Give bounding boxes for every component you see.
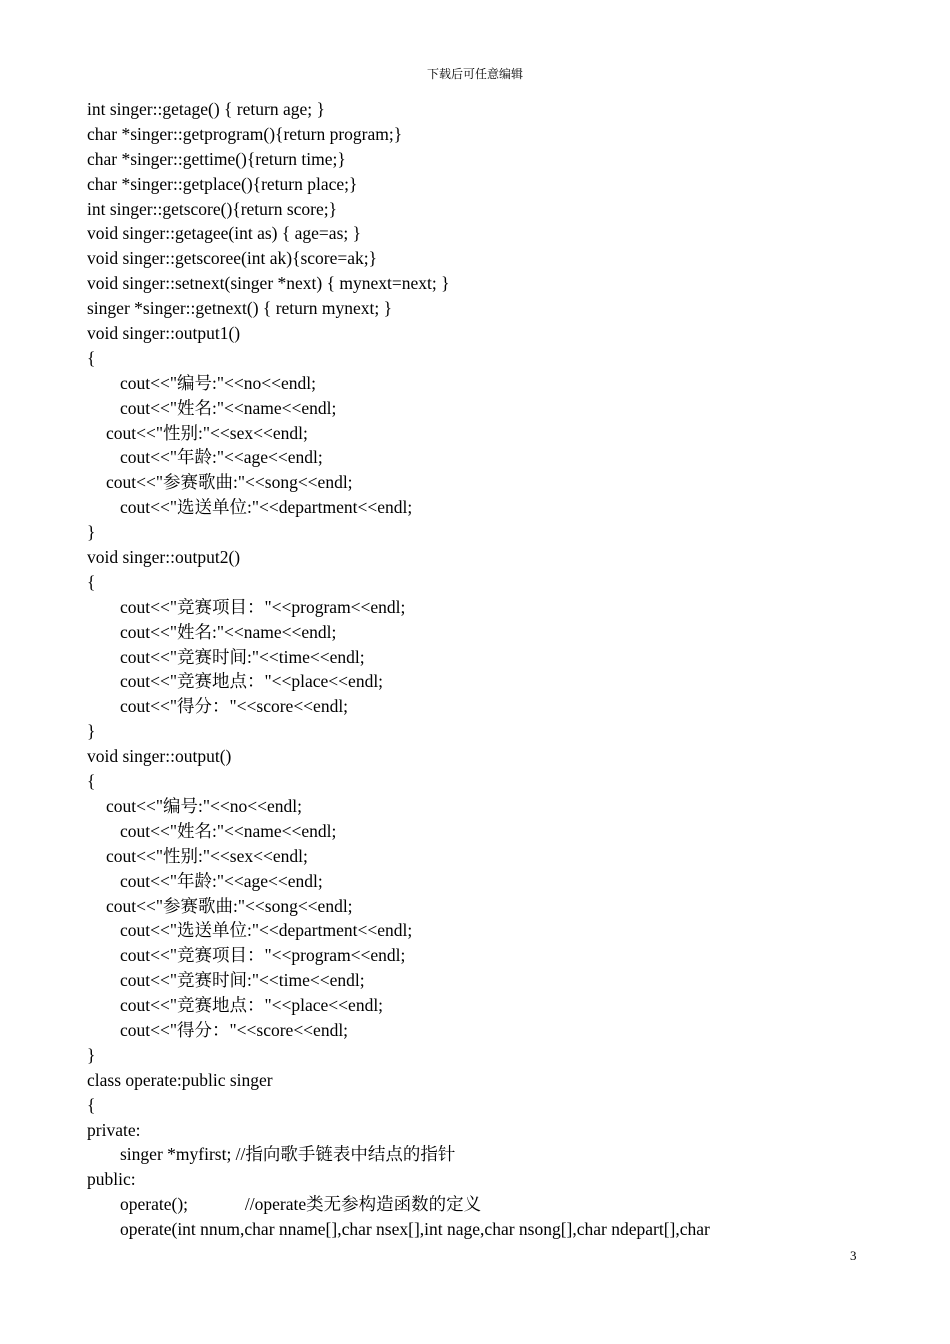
code-line: } <box>87 1044 96 1065</box>
code-line: int singer::getscore(){return score;} <box>87 198 338 219</box>
code-line: cout<<"竞赛时间:"<<time<<endl; <box>120 970 365 991</box>
code-line: void singer::setnext(singer *next) { mynext=next; } <box>87 273 450 294</box>
code-line: cout<<"选送单位:"<<department<<endl; <box>120 497 413 518</box>
code-line: cout<<"竞赛项目："<<program<<endl; <box>120 945 406 966</box>
code-line: cout<<"编号:"<<no<<endl; <box>106 795 302 816</box>
code-line: cout<<"竞赛地点："<<place<<endl; <box>120 995 384 1016</box>
code-line: void singer::getscoree(int ak){score=ak;} <box>87 248 378 269</box>
code-line: void singer::output() <box>87 746 232 767</box>
code-line: cout<<"竞赛项目："<<program<<endl; <box>120 596 406 617</box>
code-line: void singer::output2() <box>87 547 241 568</box>
code-line: { <box>87 571 96 592</box>
code-line: public: <box>87 1169 136 1190</box>
code-line: int singer::getage() { return age; } <box>87 99 325 119</box>
code-line: { <box>87 347 96 368</box>
code-line: cout<<"姓名:"<<name<<endl; <box>120 820 337 841</box>
code-line: void singer::output1() <box>87 323 241 344</box>
code-line: singer *myfirst; //指向歌手链表中结点的指针 <box>120 1144 456 1165</box>
code-line: cout<<"竞赛时间:"<<time<<endl; <box>120 646 365 667</box>
page-header: 下载后可任意编辑 <box>426 67 523 81</box>
code-line: { <box>87 771 96 792</box>
code-line: cout<<"性别:"<<sex<<endl; <box>106 422 308 443</box>
code-line: } <box>87 721 96 742</box>
code-line: cout<<"竞赛地点："<<place<<endl; <box>120 671 384 692</box>
code-line: char *singer::gettime(){return time;} <box>87 148 346 169</box>
code-line: singer *singer::getnext() { return mynext; } <box>87 298 392 319</box>
code-line: } <box>87 522 96 543</box>
code-line: cout<<"编号:"<<no<<endl; <box>120 372 316 393</box>
code-line: operate(int nnum,char nname[],char nsex[],int nage,char nsong[],char ndepart[],char <box>120 1219 710 1240</box>
code-line: cout<<"参赛歌曲:"<<song<<endl; <box>106 895 353 916</box>
code-line: cout<<"选送单位:"<<department<<endl; <box>120 920 413 941</box>
code-line: { <box>87 1094 96 1115</box>
page-number: 3 <box>850 1248 857 1263</box>
code-line: operate(); //operate类无参构造函数的定义 <box>120 1194 482 1215</box>
code-line: cout<<"性别:"<<sex<<endl; <box>106 845 308 866</box>
code-line: char *singer::getprogram(){return program;} <box>87 123 403 144</box>
code-line: char *singer::getplace(){return place;} <box>87 173 358 194</box>
code-block <box>87 97 907 1242</box>
code-line: cout<<"年龄:"<<age<<endl; <box>120 870 323 891</box>
code-line: cout<<"姓名:"<<name<<endl; <box>120 621 337 642</box>
code-line: void singer::getagee(int as) { age=as; } <box>87 223 362 244</box>
code-line: cout<<"得分："<<score<<endl; <box>120 1019 349 1040</box>
code-line: cout<<"参赛歌曲:"<<song<<endl; <box>106 472 353 493</box>
code-line: cout<<"得分："<<score<<endl; <box>120 696 349 717</box>
code-line: class operate:public singer <box>87 1069 273 1090</box>
code-line: cout<<"年龄:"<<age<<endl; <box>120 447 323 468</box>
code-line: private: <box>87 1119 141 1140</box>
code-line: cout<<"姓名:"<<name<<endl; <box>120 397 337 418</box>
